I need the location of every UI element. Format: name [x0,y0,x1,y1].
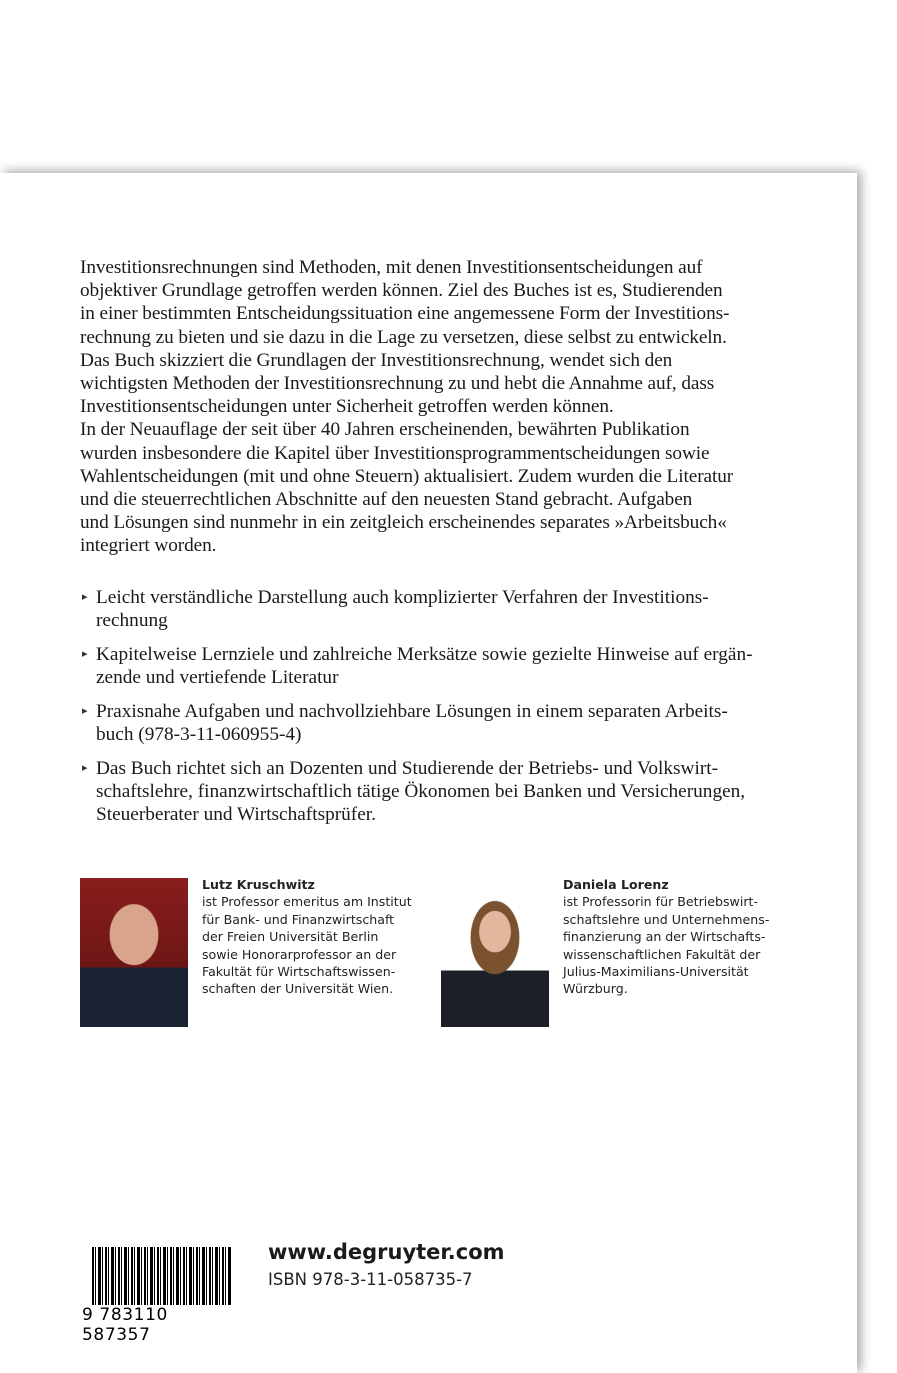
feature-line: zende und vertiefende Literatur [96,667,339,688]
publisher-url[interactable]: www.degruyter.com [268,1240,505,1264]
bio-line: wissenschaftlichen Fakultät der [563,946,761,962]
author-bio-kruschwitz [202,876,412,998]
intro-line: in einer bestimmten Entscheidungssituation eine angemessene Form der Investitions- [80,303,730,325]
barcode-bars [92,1247,232,1309]
author-name: Lutz Kruschwitz [202,877,315,892]
intro-line: wichtigsten Methoden der Investitionsrechnung zu und hebt die Annahme auf, dass [80,373,715,395]
bio-line: Würzburg. [563,981,628,997]
bio-line: sowie Honorarprofessor an der [202,946,397,962]
feature-line: Das Buch richtet sich an Dozenten und Studierende der Betriebs- und Volkswirt- [96,758,719,779]
feature-line: Kapitelweise Lernziele und zahlreiche Merksätze sowie gezielte Hinweise auf ergän- [96,644,753,665]
intro-line: Wahlentscheidungen (mit und ohne Steuern) aktualisiert. Zudem wurden die Literatur [80,465,734,487]
feature-line: schaftslehre, finanzwirtschaftlich tätige Ökonomen bei Banken und Versicherungen, [96,781,746,802]
bio-line: Fakultät für Wirtschaftswissen- [202,964,396,980]
bio-line: finanzierung an der Wirtschafts- [563,929,766,945]
bullet-triangle-icon: ▸ [82,648,88,660]
intro-line: In der Neuauflage der seit über 40 Jahren erscheinenden, bewährten Publikation [80,419,690,441]
feature-item [80,643,753,689]
author-name: Daniela Lorenz [563,877,669,892]
intro-line: objektiver Grundlage getroffen werden können. Ziel des Buches ist es, Studierenden [80,280,723,302]
feature-line: rechnung [96,610,168,631]
bio-line: Julius-Maximilians-Universität [563,964,749,980]
bio-line: ist Professor emeritus am Institut [202,894,412,910]
feature-line: Steuerberater und Wirtschaftsprüfer. [96,804,376,825]
intro-line: und die steuerrechtlichen Abschnitte auf den neuesten Stand gebracht. Aufgaben [80,489,693,511]
intro-line: rechnung zu bieten und sie dazu in die Lage zu versetzen, diese selbst zu entwickeln. [80,326,727,348]
feature-item [80,586,753,632]
feature-item [80,700,753,746]
isbn-barcode [82,1247,234,1345]
feature-line: Praxisnahe Aufgaben und nachvollziehbare Lösungen in einem separaten Arbeits- [96,701,728,722]
intro-line: Das Buch skizziert die Grundlagen der Investitionsrechnung, wendet sich den [80,349,673,371]
feature-item [80,757,753,826]
intro-line: Investitionsentscheidungen unter Sicherheit getroffen werden können. [80,396,614,418]
intro-line: Investitionsrechnungen sind Methoden, mit denen Investitionsentscheidungen auf [80,257,703,278]
intro-line: wurden insbesondere die Kapitel über Investitionsprogrammentscheidungen sowie [80,442,710,464]
feature-list [80,586,753,837]
intro-line: und Lösungen sind nunmehr in ein zeitgleich erscheinendes separates »Arbeitsbuch« [80,512,727,534]
barcode-number: 9 783110 587357 [82,1305,234,1345]
intro-line: integriert worden. [80,535,217,557]
intro-text [80,256,733,558]
bio-line: schaftslehre und Unternehmens- [563,911,770,927]
author-photo-lorenz [441,878,549,1027]
bullet-triangle-icon: ▸ [82,762,88,774]
feature-line: Leicht verständliche Darstellung auch komplizierter Verfahren der Investitions- [96,587,709,608]
author-photo-kruschwitz [80,878,188,1027]
bullet-triangle-icon: ▸ [82,591,88,603]
bio-line: schaften der Universität Wien. [202,981,394,997]
feature-line: buch (978-3-11-060955-4) [96,724,302,745]
bio-line: der Freien Universität Berlin [202,929,379,945]
bio-line: ist Professorin für Betriebswirt- [563,894,759,910]
bullet-triangle-icon: ▸ [82,705,88,717]
bio-line: für Bank- und Finanzwirtschaft [202,911,395,927]
isbn-text: ISBN 978-3-11-058735-7 [268,1270,473,1289]
author-bio-lorenz [563,876,769,998]
